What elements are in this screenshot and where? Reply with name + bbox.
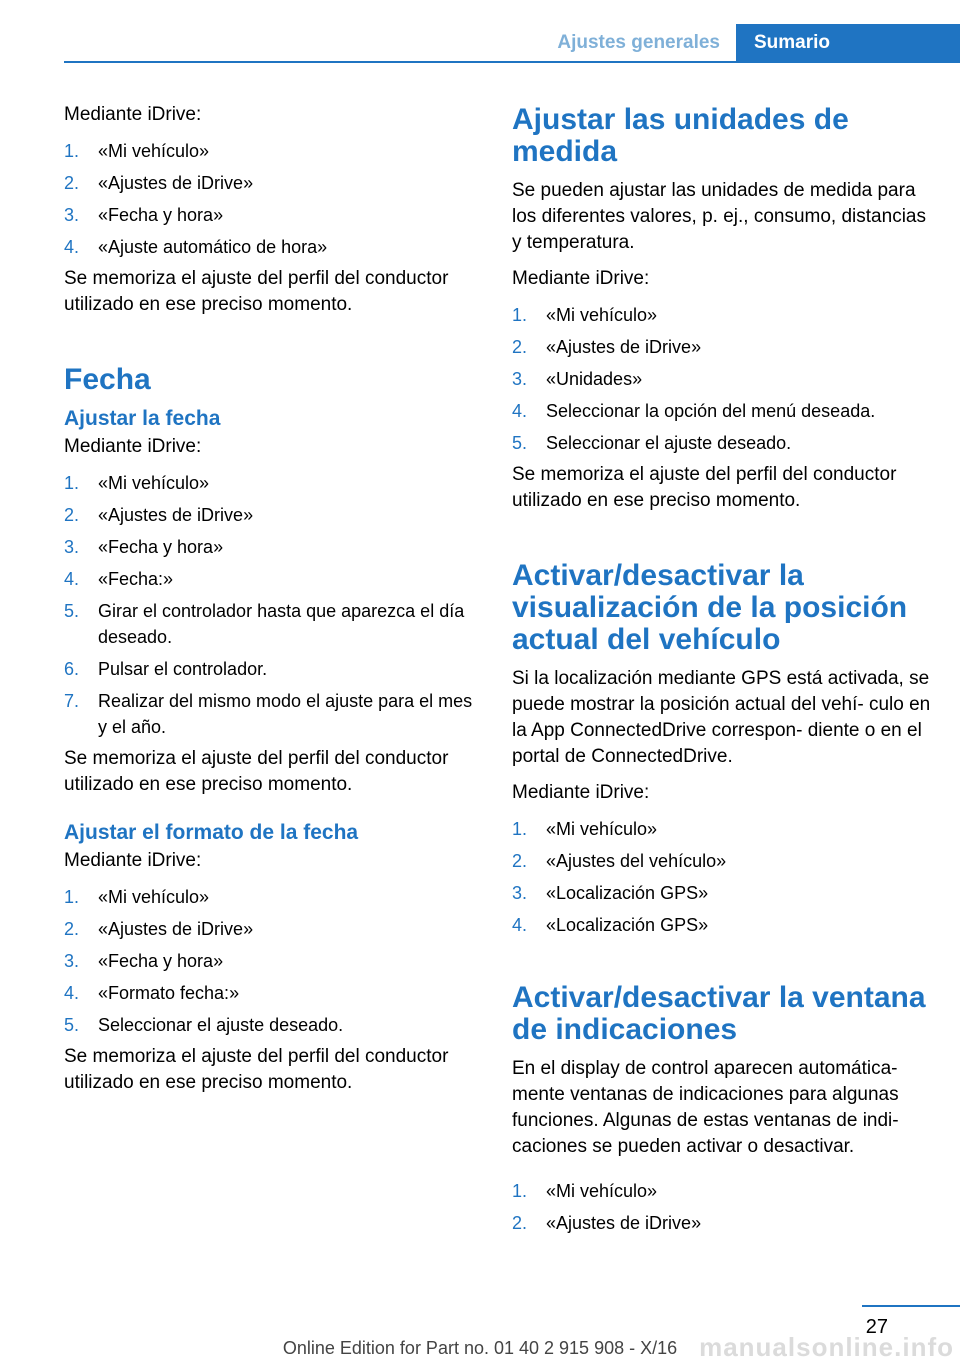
header-tabs — [541, 24, 960, 62]
footer-edition: Online Edition for Part no. 01 40 2 915 908 - X/16 — [282, 1338, 678, 1358]
intro-steps — [64, 138, 484, 260]
list-item: 2. «Ajustes de iDrive» — [512, 337, 702, 357]
ventana-heading: Activar/desactivar la ventana de indicaciones — [512, 981, 926, 1046]
right-column — [512, 104, 932, 1242]
ventana-steps — [512, 1178, 932, 1236]
list-item: 5. Girar el controlador hasta que aparezca el día deseado. — [64, 601, 465, 647]
list-item: 4. «Ajuste automático de hora» — [64, 237, 328, 257]
posicion-desc: Si la localización mediante GPS está activada, se puede mostrar la posición actual del vehí‐ culo en la App ConnectedDrive correspon‐ diente o en el portal de ConnectedDrive. — [512, 668, 931, 767]
list-item: 3. «Localización GPS» — [512, 883, 709, 903]
ventana-desc: En el display de control aparecen automática‐ mente ventanas de indicaciones para algunas funciones. Algunas de estas ventanas de indi‐ caciones se pueden activar o desactivar. — [512, 1058, 899, 1157]
header-rule — [64, 61, 960, 63]
list-item: 1. «Mi vehículo» — [512, 1181, 658, 1201]
ajustar-fecha-via: Mediante iDrive: — [64, 436, 202, 457]
list-item: 1. «Mi vehículo» — [64, 473, 210, 493]
posicion-steps — [512, 816, 932, 938]
unidades-desc: Se pueden ajustar las unidades de medida para los diferentes valores, p. ej., consumo, distancias y temperatura. — [512, 180, 926, 253]
header-section-label: Ajustes generales — [557, 32, 720, 53]
list-item: 4. «Localización GPS» — [512, 915, 709, 935]
watermark: manualsonline.info — [699, 1332, 954, 1362]
list-item: 1. «Mi vehículo» — [64, 887, 210, 907]
list-item: 1. «Mi vehículo» — [64, 141, 210, 161]
page-number: 27 — [865, 1316, 888, 1338]
list-item: 3. «Fecha y hora» — [64, 951, 224, 971]
unidades-heading: Ajustar las unidades de medida — [512, 103, 849, 168]
footer-rule — [862, 1305, 960, 1307]
unidades-note: Se memoriza el ajuste del perfil del conductor utilizado en ese preciso momento. — [512, 464, 897, 511]
formato-fecha-heading: Ajustar el formato de la fecha — [64, 821, 359, 844]
formato-fecha-note: Se memoriza el ajuste del perfil del conductor utilizado en ese preciso momento. — [64, 1046, 449, 1093]
posicion-via: Mediante iDrive: — [512, 782, 650, 803]
list-item: 4. «Fecha:» — [64, 569, 174, 589]
list-item: 7. Realizar del mismo modo el ajuste para el mes y el año. — [64, 691, 473, 737]
list-item: 2. «Ajustes de iDrive» — [64, 919, 254, 939]
formato-fecha-via: Mediante iDrive: — [64, 850, 202, 871]
list-item: 6. Pulsar el controlador. — [64, 659, 268, 679]
ajustar-fecha-note: Se memoriza el ajuste del perfil del conductor utilizado en ese preciso momento. — [64, 748, 449, 795]
list-item: 4. Seleccionar la opción del menú deseada. — [512, 401, 876, 421]
fecha-heading: Fecha — [64, 363, 151, 396]
list-item: 2. «Ajustes de iDrive» — [64, 505, 254, 525]
list-item: 3. «Fecha y hora» — [64, 205, 224, 225]
list-item: 2. «Ajustes del vehículo» — [512, 851, 727, 871]
ajustar-fecha-heading: Ajustar la fecha — [64, 407, 221, 430]
list-item: 5. Seleccionar el ajuste deseado. — [512, 433, 792, 453]
list-item: 4. «Formato fecha:» — [64, 983, 240, 1003]
list-item: 3. «Fecha y hora» — [64, 537, 224, 557]
intro-via: Mediante iDrive: — [64, 104, 202, 125]
list-item: 2. «Ajustes de iDrive» — [64, 173, 254, 193]
list-item: 2. «Ajustes de iDrive» — [512, 1213, 702, 1233]
list-item: 3. «Unidades» — [512, 369, 643, 389]
formato-fecha-steps — [64, 884, 484, 1038]
left-column — [64, 88, 484, 1106]
list-item: 1. «Mi vehículo» — [512, 819, 658, 839]
intro-note: Se memoriza el ajuste del perfil del conductor utilizado en ese preciso momento. — [64, 268, 449, 315]
posicion-heading: Activar/desactivar la visualización de la posición actual del vehículo — [512, 559, 908, 656]
list-item: 1. «Mi vehículo» — [512, 305, 658, 325]
unidades-via: Mediante iDrive: — [512, 268, 650, 289]
list-item: 5. Seleccionar el ajuste deseado. — [64, 1015, 344, 1035]
header-active-tab: Sumario — [736, 24, 960, 62]
ajustar-fecha-steps — [64, 470, 484, 740]
unidades-steps — [512, 302, 932, 456]
